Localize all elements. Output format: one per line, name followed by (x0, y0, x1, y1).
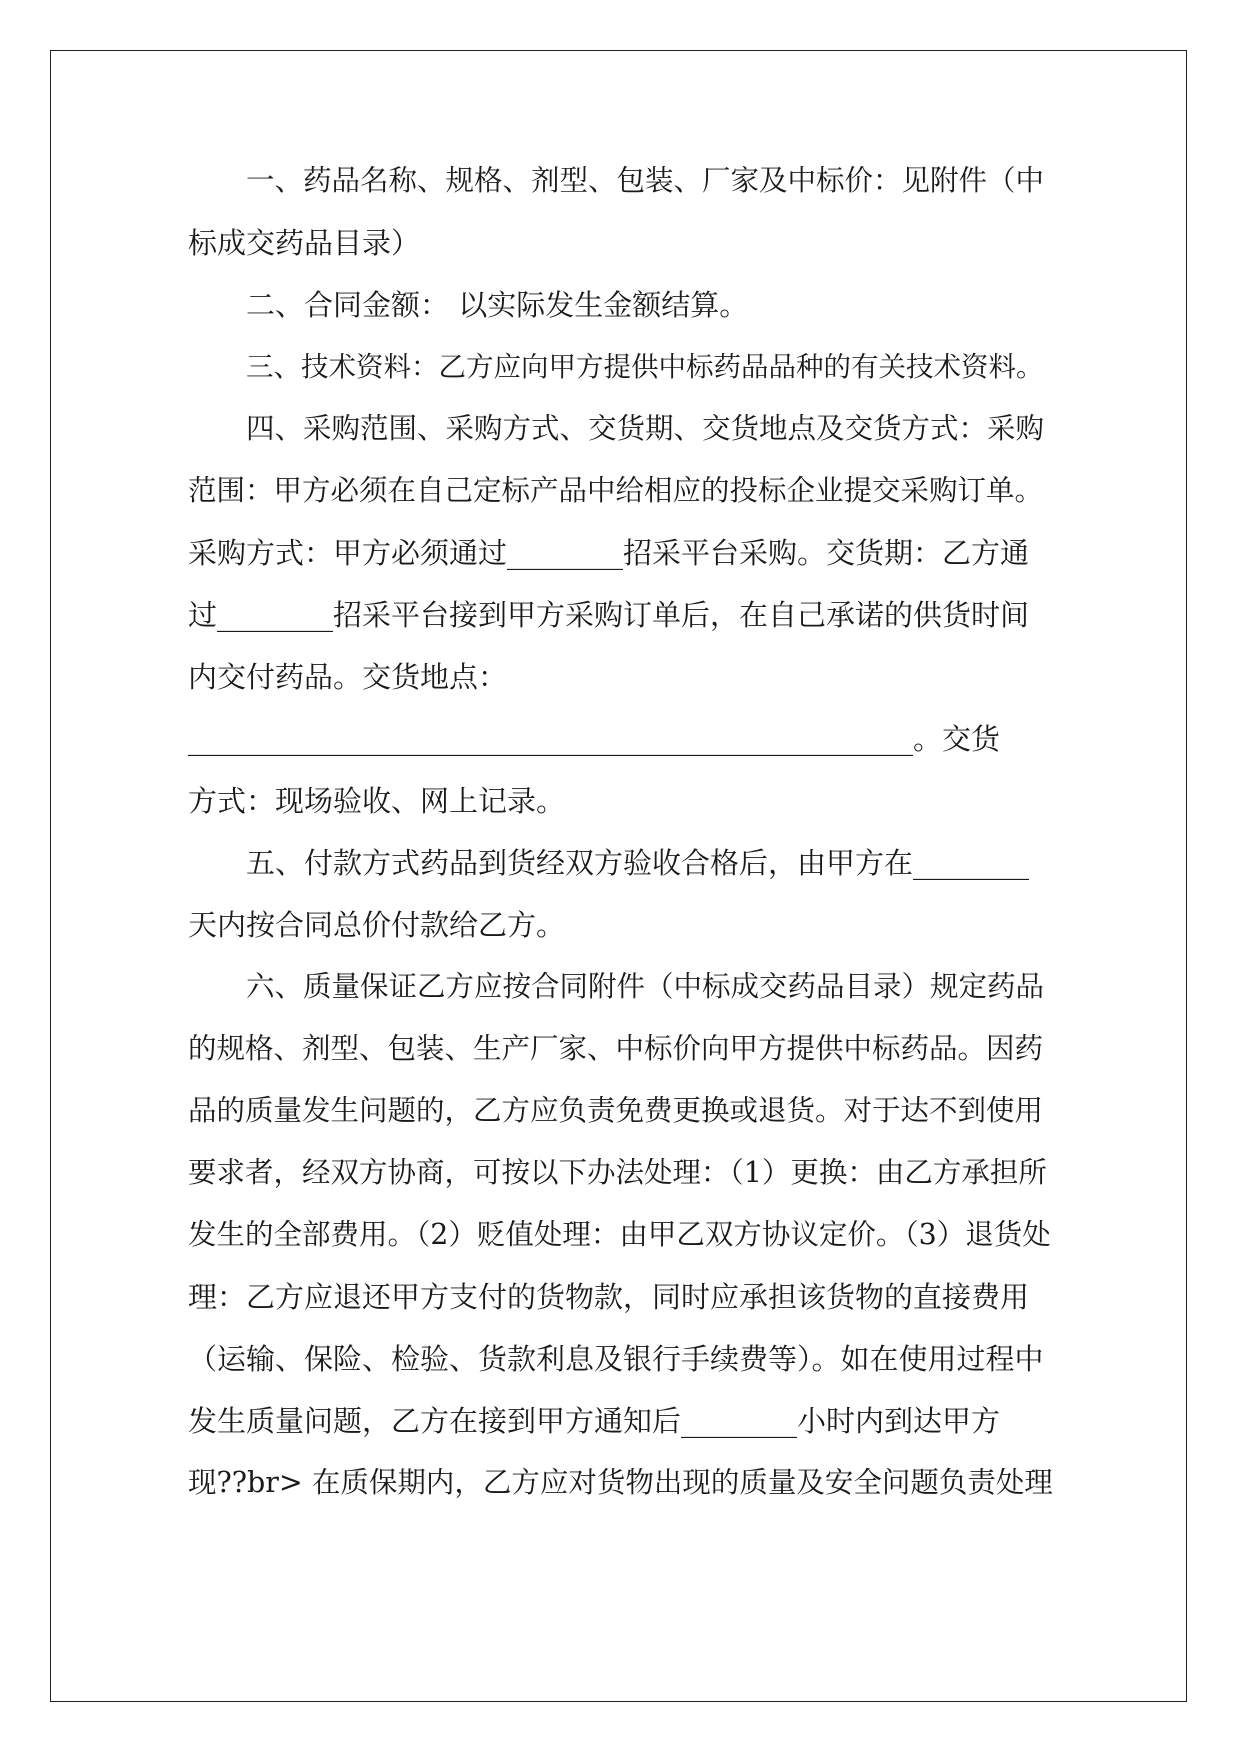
clause-4-line-4: 过________招采平台接到甲方采购订单后，在自己承诺的供货时间 (188, 598, 1030, 632)
clause-5-line-2: 天内按合同总价付款给乙方。 (188, 908, 566, 942)
clause-6-line-3: 品的质量发生问题的，乙方应负责免费更换或退货。对于达不到使用 (188, 1094, 1044, 1127)
clause-4-line-1: 四、采购范围、采购方式、交货期、交货地点及交货方式：采购 (246, 412, 1045, 445)
clause-4-line-2: 范围：甲方必须在自己定标产品中给相应的投标企业提交采购订单。 (188, 474, 1044, 507)
clause-6-line-5: 发生的全部费用。（2）贬值处理：由甲乙双方协议定价。（3）退货处 (188, 1218, 1051, 1251)
clause-2-line-1: 二、合同金额： 以实际发生金额结算。 (246, 288, 749, 322)
clause-1-line-2: 标成交药品目录） (188, 226, 421, 260)
clause-4-line-6: __________________________________________________。交货 (188, 722, 1001, 756)
clause-6-line-4: 要求者，经双方协商，可按以下办法处理：（1）更换：由乙方承担所 (188, 1156, 1047, 1189)
clause-1-line-1: 一、药品名称、规格、剂型、包装、厂家及中标价：见附件（中 (246, 164, 1045, 197)
clause-4-line-5: 内交付药品。交货地点： (188, 660, 508, 694)
clause-4-line-3: 采购方式：甲方必须通过________招采平台采购。交货期：乙方通 (188, 536, 1030, 570)
clause-6-line-2: 的规格、剂型、包装、生产厂家、中标价向甲方提供中标药品。因药 (188, 1032, 1044, 1065)
clause-6-line-1: 六、质量保证乙方应按合同附件（中标成交药品目录）规定药品 (246, 970, 1045, 1003)
clause-6-line-7: （运输、保险、检验、货款利息及银行手续费等）。如在使用过程中 (188, 1342, 1044, 1376)
document-body (188, 150, 1058, 1514)
clause-5-line-1: 五、付款方式药品到货经双方验收合格后，由甲方在________ (246, 846, 1030, 880)
clause-6-line-6: 理：乙方应退还甲方支付的货物款，同时应承担该货物的直接费用 (188, 1280, 1030, 1314)
clause-4-line-7: 方式：现场验收、网上记录。 (188, 784, 566, 818)
clause-3-line-1: 三、技术资料：乙方应向甲方提供中标药品品种的有关技术资料。 (246, 351, 1044, 383)
clause-6-line-8: 发生质量问题，乙方在接到甲方通知后________小时内到达甲方 (188, 1404, 1001, 1438)
clause-6-line-9: 现??br> 在质保期内，乙方应对货物出现的质量及安全问题负责处理 (188, 1466, 1053, 1499)
